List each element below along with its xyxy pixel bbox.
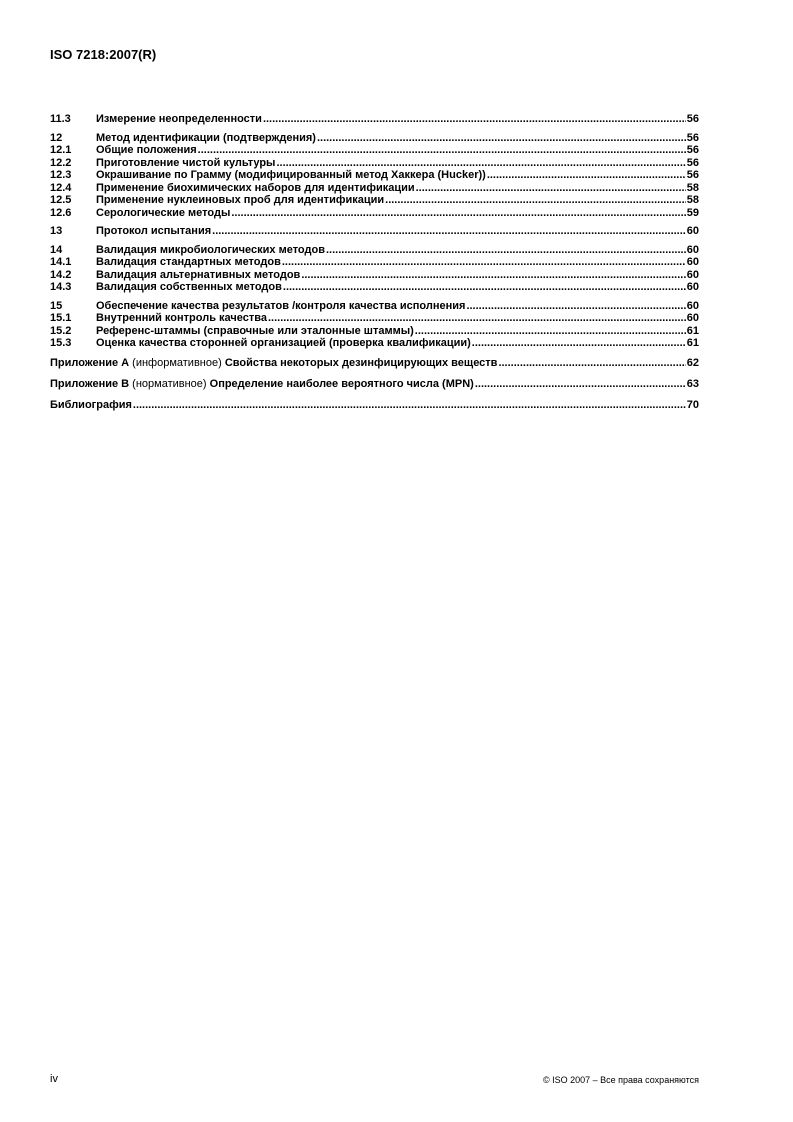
toc-entry-number: 12.3	[50, 169, 72, 181]
toc-entry-page: 56	[686, 169, 699, 181]
toc-group	[50, 225, 699, 238]
toc-entry-page: 60	[686, 299, 699, 312]
toc-entry[interactable]	[50, 207, 699, 220]
toc-entry-title: Серологические методы	[96, 206, 231, 219]
toc-annex-title	[50, 398, 132, 412]
annex-kind: (нормативное)	[129, 377, 210, 390]
toc-entry-page: 56	[686, 144, 699, 156]
toc-entry-title: Применение биохимических наборов для идентификации	[96, 181, 415, 194]
toc-group	[50, 132, 699, 220]
toc-entry[interactable]	[50, 325, 699, 338]
toc-entry[interactable]	[50, 300, 699, 313]
toc-entry[interactable]	[50, 269, 699, 282]
toc-entry-page: 61	[686, 324, 699, 337]
toc-entry-page: 60	[686, 256, 699, 268]
toc-entry[interactable]	[50, 169, 699, 182]
dot-leader	[317, 132, 686, 145]
page-number: iv	[50, 1073, 58, 1085]
dot-leader	[282, 256, 686, 269]
toc-group	[50, 244, 699, 294]
dot-leader	[263, 113, 686, 126]
toc-entry[interactable]	[50, 113, 699, 126]
toc-entry-number: 12.1	[50, 144, 72, 156]
toc-entry[interactable]	[50, 312, 699, 325]
dot-leader	[276, 157, 685, 170]
toc-entry[interactable]	[50, 281, 699, 294]
table-of-contents	[50, 113, 699, 419]
dot-leader	[231, 207, 685, 220]
annex-title-text: Свойства некоторых дезинфицирующих веществ	[224, 356, 498, 369]
annex-label: Приложение В	[50, 377, 130, 390]
annex-kind: (информативное)	[129, 356, 225, 369]
toc-entry[interactable]	[50, 256, 699, 269]
toc-entry-number: 14	[50, 243, 63, 256]
toc-entry-title: Общие положения	[96, 144, 197, 156]
toc-entry-title: Измерение неопределенности	[96, 113, 262, 125]
toc-entry-number: 11.3	[50, 113, 71, 125]
toc-entry[interactable]	[50, 144, 699, 157]
toc-entry-number: 15.2	[50, 324, 72, 337]
toc-entry-page: 58	[686, 181, 699, 194]
toc-entry-title: Валидация микробиологических методов	[96, 243, 325, 256]
toc-entry-title: Метод идентификации (подтверждения)	[96, 131, 316, 144]
toc-entry-number: 15.3	[50, 337, 72, 349]
toc-entry-page: 61	[686, 337, 699, 349]
toc-entry-number: 14.2	[50, 268, 72, 281]
dot-leader	[385, 194, 686, 207]
toc-entry[interactable]	[50, 157, 699, 170]
toc-entry-number: 15.1	[50, 312, 72, 324]
dot-leader	[416, 182, 686, 195]
toc-entry-page: 60	[686, 281, 699, 293]
dot-leader	[487, 169, 686, 182]
toc-entry-page: 62	[686, 356, 699, 369]
toc-entry-page: 59	[686, 206, 699, 219]
toc-entry-number: 12	[50, 131, 63, 144]
toc-group	[50, 300, 699, 350]
toc-entry-page: 56	[686, 113, 699, 125]
toc-entry-page: 58	[686, 194, 699, 206]
toc-annex-entry[interactable]	[50, 398, 699, 412]
toc-annex-title	[50, 356, 497, 370]
toc-annex-entry[interactable]	[50, 356, 699, 370]
toc-entry-number: 12.2	[50, 156, 72, 169]
dot-leader	[466, 300, 685, 313]
toc-entry-page: 60	[686, 312, 699, 324]
toc-entry-number: 14.1	[50, 256, 72, 268]
toc-entry-number: 12.4	[50, 181, 72, 194]
toc-entry-page: 63	[686, 377, 699, 390]
dot-leader	[498, 356, 685, 370]
toc-entry[interactable]	[50, 337, 699, 350]
copyright-notice: © ISO 2007 – Все права сохраняются	[542, 1075, 699, 1085]
toc-entry[interactable]	[50, 244, 699, 257]
toc-entry-page: 56	[686, 131, 699, 144]
toc-entry[interactable]	[50, 225, 699, 238]
toc-entry-title: Референс-штаммы (справочные или эталонные штаммы)	[96, 324, 414, 337]
toc-annex-title	[50, 377, 474, 391]
toc-group	[50, 113, 699, 126]
toc-entry-number: 15	[50, 299, 63, 312]
dot-leader	[301, 269, 685, 282]
dot-leader	[268, 312, 686, 325]
dot-leader	[472, 337, 686, 350]
dot-leader	[283, 281, 686, 294]
toc-entry[interactable]	[50, 132, 699, 145]
toc-entry-title: Применение нуклеиновых проб для идентификации	[96, 194, 385, 206]
toc-entry-page: 60	[686, 268, 699, 281]
toc-entry[interactable]	[50, 182, 699, 195]
toc-entry-number: 12.5	[50, 194, 72, 206]
toc-entry-title: Валидация альтернативных методов	[96, 268, 301, 281]
dot-leader	[133, 398, 686, 412]
toc-entry-title: Валидация собственных методов	[96, 281, 282, 293]
toc-entry-title: Оценка качества сторонней организацией (проверка квалификации)	[96, 337, 471, 349]
toc-entry[interactable]	[50, 194, 699, 207]
toc-entry-page: 60	[686, 225, 699, 237]
toc-entry-number: 12.6	[50, 206, 72, 219]
annex-label: Библиография	[50, 398, 132, 411]
dot-leader	[212, 225, 686, 238]
dot-leader	[475, 377, 686, 391]
document-id: ISO 7218:2007(R)	[50, 47, 157, 62]
toc-entry-page: 56	[686, 156, 699, 169]
annex-title-text: Определение наиболее вероятного числа (MPN)	[209, 377, 474, 390]
toc-entry-title: Протокол испытания	[96, 225, 212, 237]
toc-entry-number: 13	[50, 225, 63, 237]
dot-leader	[415, 325, 686, 338]
toc-entry-number: 14.3	[50, 281, 72, 293]
dot-leader	[198, 144, 686, 157]
toc-entry-page: 60	[686, 243, 699, 256]
toc-entry-page: 70	[686, 398, 699, 411]
toc-annex-entry[interactable]	[50, 377, 699, 391]
toc-entry-title: Обеспечение качества результатов /контроля качества исполнения	[96, 299, 466, 312]
toc-entry-title: Внутренний контроль качества	[96, 312, 267, 324]
toc-entry-title: Приготовление чистой культуры	[96, 156, 276, 169]
dot-leader	[326, 244, 686, 257]
annex-label: Приложение А	[50, 356, 130, 369]
toc-entry-title: Валидация стандартных методов	[96, 256, 281, 268]
toc-entry-title: Окрашивание по Грамму (модифицированный метод Хаккера (Hucker))	[96, 169, 486, 181]
